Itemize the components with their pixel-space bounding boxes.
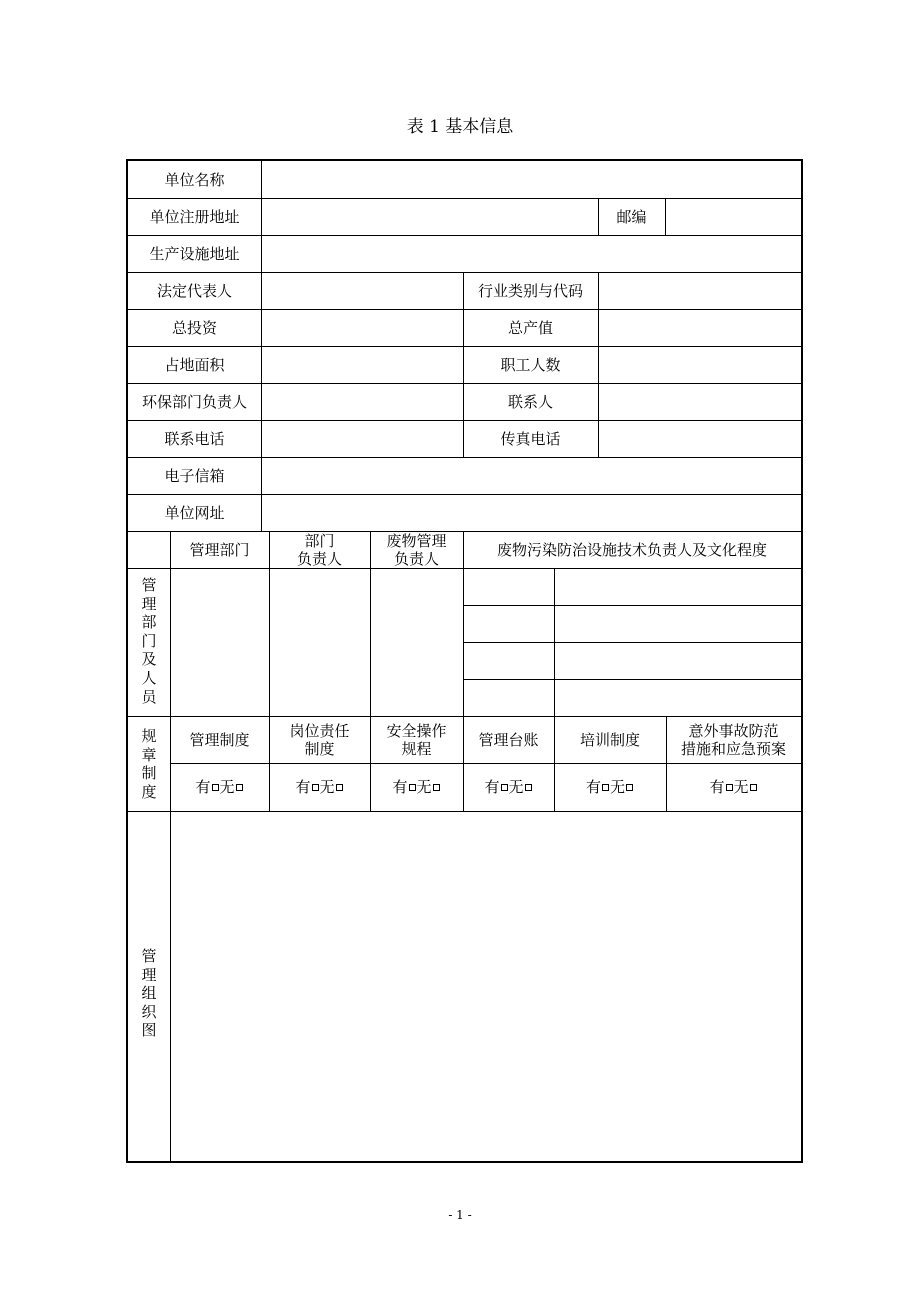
rule-label-line: 意外事故防范: [688, 721, 779, 740]
rule-label-line: 规程: [401, 739, 432, 758]
yes-checkbox[interactable]: [409, 784, 416, 791]
no-label: 无: [416, 778, 432, 796]
row-divider: [128, 568, 801, 569]
no-label: 无: [219, 778, 235, 796]
label-unit-name: 单位名称: [164, 170, 225, 189]
label-output-value: 总产值: [507, 318, 553, 337]
header-waste-head: [370, 531, 463, 568]
label-postcode: 邮编: [616, 207, 647, 226]
no-label: 无: [733, 778, 749, 796]
rule-label-line: 管理台账: [478, 730, 539, 749]
no-label: 无: [319, 778, 335, 796]
yes-checkbox[interactable]: [312, 784, 319, 791]
header-dept-head-line2: 负责人: [296, 549, 342, 568]
label-email: 电子信箱: [164, 466, 225, 485]
no-checkbox[interactable]: [525, 784, 532, 791]
col-divider: [261, 161, 262, 531]
header-waste-head-line2: 负责人: [393, 549, 439, 568]
header-tech-head: 废物污染防治设施技术负责人及文化程度: [496, 540, 767, 559]
yes-checkbox[interactable]: [726, 784, 733, 791]
header-mgmt-dept: 管理部门: [189, 540, 250, 559]
yes-no-post-responsibility: [269, 763, 370, 811]
yes-label: 有: [585, 778, 601, 796]
yes-checkbox[interactable]: [602, 784, 609, 791]
rule-label-line: 措施和应急预案: [680, 739, 786, 758]
yes-no-safety-procedure: [370, 763, 463, 811]
rule-mgmt-system: [170, 716, 269, 763]
yes-label: 有: [484, 778, 500, 796]
rule-label-line: 岗位责任: [289, 721, 350, 740]
yes-no-training: [554, 763, 666, 811]
rule-emergency-plan: [666, 716, 801, 763]
label-env-dept-head: 环保部门负责人: [141, 392, 247, 411]
label-fax: 传真电话: [500, 429, 561, 448]
rule-label-line: 制度: [304, 739, 335, 758]
label-facility-address: 生产设施地址: [149, 244, 240, 263]
document-title: 表 1 基本信息: [406, 117, 514, 137]
rule-post-responsibility: [269, 716, 370, 763]
no-checkbox[interactable]: [626, 784, 633, 791]
col-divider: [665, 198, 666, 235]
label-employee-count: 职工人数: [500, 355, 561, 374]
side-label-mgmt-personnel: 管理部门及人员: [141, 576, 157, 706]
no-checkbox[interactable]: [433, 784, 440, 791]
yes-label: 有: [295, 778, 311, 796]
yes-label: 有: [195, 778, 211, 796]
yes-no-mgmt-system: [170, 763, 269, 811]
side-label-rules: 规章制度: [141, 727, 157, 801]
no-checkbox[interactable]: [336, 784, 343, 791]
yes-label: 有: [392, 778, 408, 796]
label-contact-person: 联系人: [507, 392, 553, 411]
yes-no-emergency-plan: [666, 763, 801, 811]
label-phone: 联系电话: [164, 429, 225, 448]
header-dept-head: [269, 531, 370, 568]
yes-label: 有: [709, 778, 725, 796]
label-industry-code: 行业类别与代码: [477, 281, 583, 300]
col-divider: [598, 272, 599, 457]
label-registered-address: 单位注册地址: [149, 207, 240, 226]
label-total-investment: 总投资: [171, 318, 217, 337]
rule-label-line: 安全操作: [386, 721, 447, 740]
no-label: 无: [508, 778, 524, 796]
yes-no-ledger: [463, 763, 554, 811]
no-checkbox[interactable]: [236, 784, 243, 791]
rule-safety-procedure: [370, 716, 463, 763]
label-website: 单位网址: [164, 503, 225, 522]
rule-label-line: 管理制度: [189, 730, 250, 749]
label-legal-representative: 法定代表人: [156, 281, 232, 300]
yes-checkbox[interactable]: [501, 784, 508, 791]
side-label-org-chart: 管理组织图: [141, 947, 157, 1040]
no-label: 无: [610, 778, 626, 796]
no-checkbox[interactable]: [750, 784, 757, 791]
rule-training: [554, 716, 666, 763]
rule-label-line: 培训制度: [579, 730, 640, 749]
basic-info-table: [126, 159, 803, 1163]
header-waste-head-line1: 废物管理: [386, 531, 447, 550]
org-chart-area[interactable]: [171, 812, 801, 1161]
header-dept-head-line1: 部门: [304, 531, 335, 550]
page-number: - 1 -: [448, 1208, 472, 1222]
label-land-area: 占地面积: [164, 355, 225, 374]
rule-ledger: [463, 716, 554, 763]
row-divider: [463, 605, 801, 606]
row-divider: [463, 642, 801, 643]
row-divider: [463, 679, 801, 680]
yes-checkbox[interactable]: [212, 784, 219, 791]
